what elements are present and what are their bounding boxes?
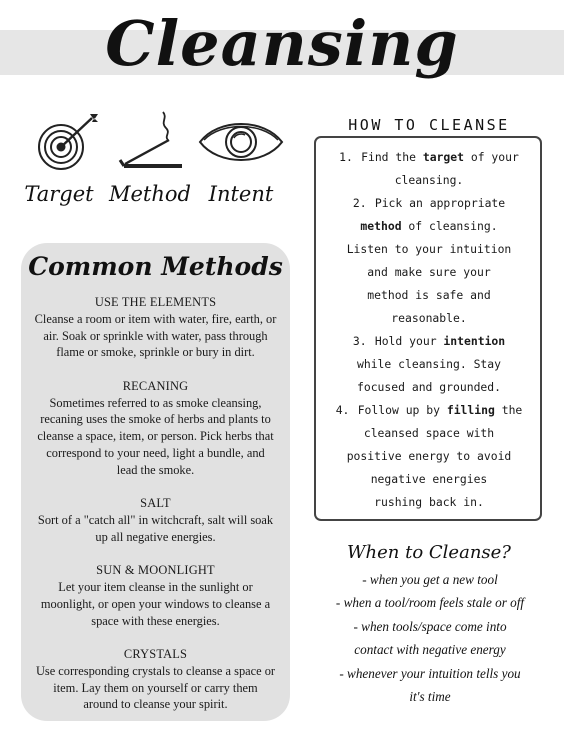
step-line [322,399,536,422]
target-icon [34,110,100,172]
step-text: cleansed space with [363,426,495,440]
step-keyword: intention [443,334,506,348]
step-line [322,192,536,215]
step-text: Pick an appropriate [374,196,506,210]
step-text: of your [464,150,519,164]
step-text: Listen to your intuition [346,242,512,256]
step-item [322,399,536,514]
intent-label: Intent [208,182,274,206]
when-line: - whenever your intuition tells you [339,665,521,681]
step-line [322,169,536,192]
method-description-line: recaning uses the smoke of herbs and plants to [40,412,271,427]
method-title: RECANING [122,378,189,393]
step-text: while cleansing. Stay [356,357,501,371]
step-line [322,353,536,376]
when-list [302,568,558,708]
step-keyword: target [422,150,464,164]
method-description-line: around to cleanse your spirit. [83,697,228,712]
step-line [322,376,536,399]
step-text: cleansing. [394,173,464,187]
step-line [322,261,536,284]
method-item [24,562,287,629]
when-line: - when tools/space come into [353,618,507,634]
method-description-line: Let your item cleanse in the sunlight or [58,579,253,594]
step-text: negative energies [370,472,488,486]
incense-icon [116,108,188,174]
method-label: Method [109,182,191,206]
step-text: positive energy to avoid [346,449,512,463]
step-number: 3. [352,334,367,348]
when-line: - when you get a new tool [362,572,498,587]
step-item [322,330,536,399]
step-text: Hold your [374,334,444,348]
common-methods-list [24,294,287,730]
step-line [322,468,536,491]
method-description-line: Sort of a "catch all" in witchcraft, salt will soak [37,512,274,527]
target-label: Target [24,182,94,206]
step-line [322,307,536,330]
method-description-line: air. Soak or sprinkle with water, pass through [43,328,268,343]
method-item [24,646,287,713]
step-line [322,445,536,468]
method-description-line: correspond to your need, light a bundle, and [46,445,265,460]
how-to-steps [322,146,536,514]
step-text: the [494,403,523,417]
step-item [322,146,536,192]
step-keyword: filling [446,403,495,417]
eye-icon [196,116,286,168]
method-title: SUN & MOONLIGHT [96,563,215,578]
when-line: it's time [409,689,451,705]
method-item [24,294,287,361]
step-text: and make sure your [367,265,491,279]
method-description-line: item. Lay them on yourself or carry them [53,680,258,695]
page-title: Cleansing [105,7,459,80]
step-text: focused and grounded. [356,380,501,394]
step-line [322,491,536,514]
method-description-line: flame or smoke, sprinkle or bury in dirt. [56,345,255,360]
step-line [322,284,536,307]
step-number: 2. [352,196,367,210]
method-description-line: lead the smoke. [116,462,195,477]
step-text: rushing back in. [374,495,484,509]
step-line [322,330,536,353]
how-to-heading: HOW TO CLEANSE [348,116,510,134]
when-line: - when a tool/room feels stale or off [335,595,525,611]
when-line: contact with negative energy [354,642,506,658]
method-description-line: Sometimes referred to as smoke cleansing, [49,395,262,410]
method-description-line: up all negative energies. [95,529,216,544]
method-description-line: space with these energies. [91,613,220,628]
step-text: Find the [361,150,423,164]
step-text: reasonable. [391,311,467,325]
common-methods-heading: Common Methods [28,252,283,281]
method-description-line: Cleanse a room or item with water, fire, earth, or [34,311,277,326]
step-line [322,238,536,261]
step-number: 4. [335,403,350,417]
step-text: of cleansing. [401,219,498,233]
step-number: 1. [339,150,353,164]
step-item [322,192,536,330]
step-text: Follow up by [357,403,447,417]
method-description-line: cleanse a space, item, or person. Pick herbs that [37,429,274,444]
step-line [322,146,536,169]
step-text: method is safe and [367,288,491,302]
method-title: SALT [140,496,171,511]
method-item [24,378,287,479]
step-line [322,422,536,445]
step-line [322,215,536,238]
method-description-line: moonlight, or open your windows to cleanse a [40,596,271,611]
step-keyword: method [360,219,402,233]
method-title: USE THE ELEMENTS [94,295,217,309]
method-description-line: Use corresponding crystals to cleanse a space or [35,663,276,678]
when-heading: When to Cleanse? [347,542,511,563]
method-title: CRYSTALS [123,646,188,661]
method-item [24,495,287,545]
